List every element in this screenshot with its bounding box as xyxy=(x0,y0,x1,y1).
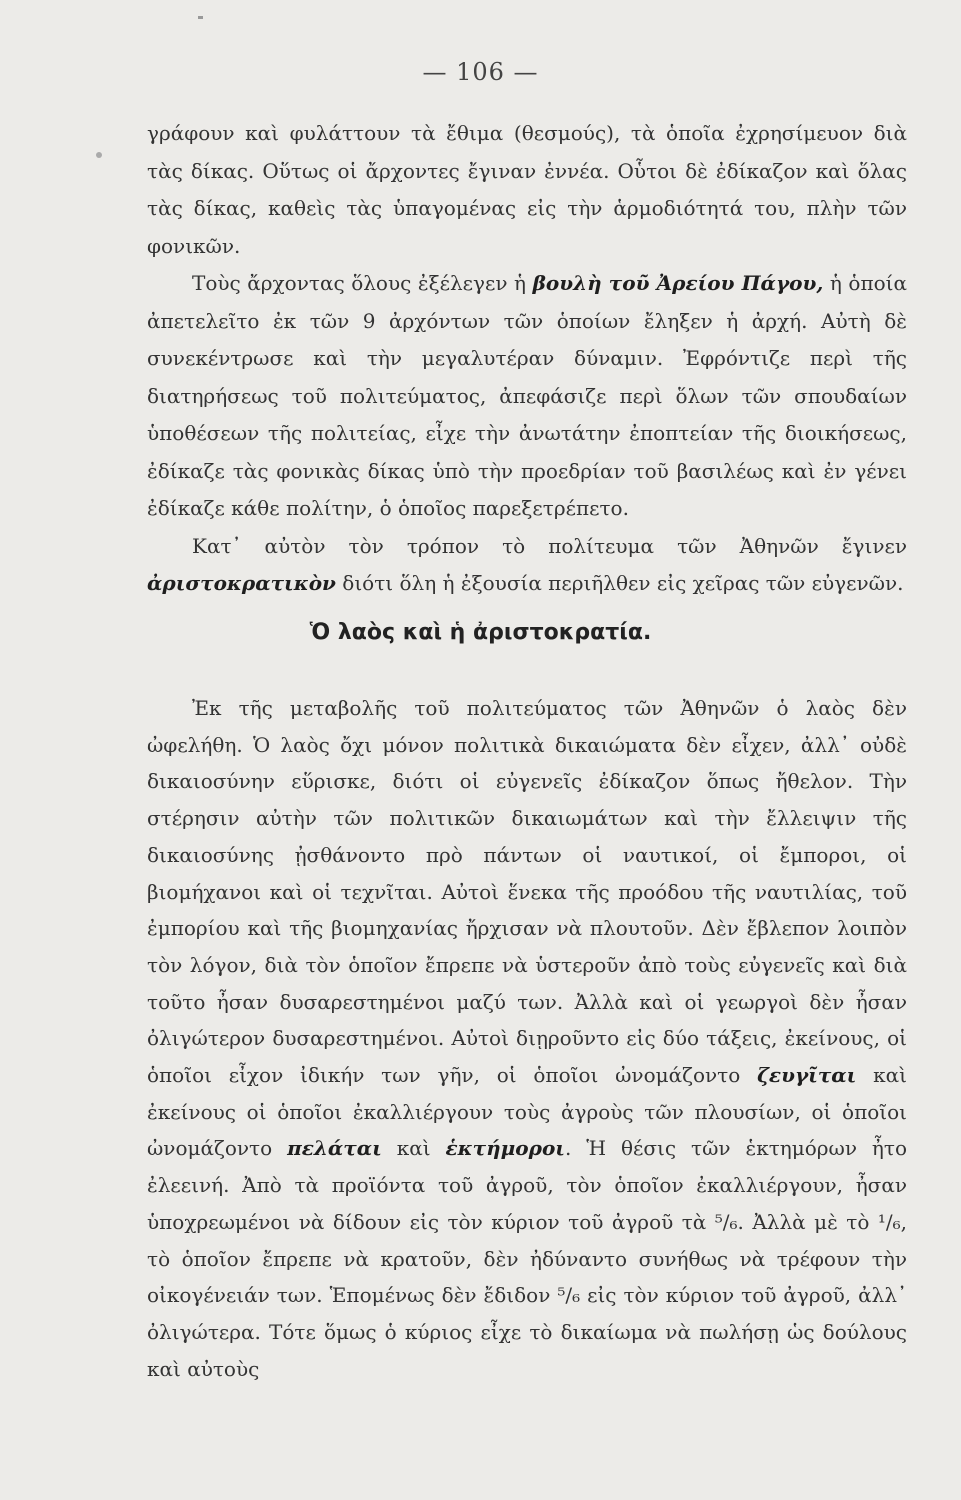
body-text-bottom xyxy=(147,690,907,1387)
text-run: γράφουν καὶ φυλάττουν τὰ ἔθιμα (θεσμούς), τὰ ὁποῖα ἐχρησίμευον διὰ τὰς δίκας. Οὕτως οἱ ἄρχοντες ἔγιναν ἐννέα. Οὗτοι δὲ ἐδίκαζον καὶ ὅλας τὰς δίκας, καθεὶς τὰς ὑπαγομένας εἰς τὴν ἁρμοδιότητά του, πλὴν τῶν φονικῶν. xyxy=(147,121,907,258)
paragraph xyxy=(147,115,907,265)
emphasized-term: βουλὴ τοῦ Ἀρείου Πάγου, xyxy=(532,271,824,295)
text-run: ἡ ὁποία ἀπετελεῖτο ἐκ τῶν 9 ἀρχόντων τῶν ὁποίων ἔληξεν ἡ ἀρχή. Αὐτὴ δὲ συνεκέντρωσε καὶ τὴν μεγαλυτέραν δύναμιν. Ἐφρόντιζε περὶ τῆς διατηρήσεως τοῦ πολιτεύματος, ἀπεφάσιζε περὶ ὅλων τῶν σπουδαίων ὑποθέσεων τῆς πολιτείας, εἶχε τὴν ἀνωτάτην ἐποπτείαν τῆς διοικήσεως, ἐδίκαζε τὰς φονικὰς δίκας ὑπὸ τὴν προεδρίαν τοῦ βασιλέως καὶ ἐν γένει ἐδίκαζε κάθε πολίτην, ὁ ὁποῖος παρεξετρέπετο. xyxy=(147,271,907,520)
text-run: Τοὺς ἄρχοντας ὅλους ἐξέλεγεν ἡ xyxy=(192,271,533,295)
body-text-top xyxy=(147,115,907,603)
page-number: — 106 — xyxy=(422,58,539,86)
text-run: Κατ᾽ αὐτὸν τὸν τρόπον τὸ πολίτευμα τῶν Ἀθηνῶν ἔγινεν xyxy=(192,533,907,558)
emphasized-term: ἀριστοκρατικὸν xyxy=(147,571,336,595)
margin-dot xyxy=(96,152,102,158)
paragraph xyxy=(147,528,907,603)
text-run: καὶ ἐκείνους οἱ ὁποῖοι ἐκαλλιέργουν τοὺς ἀγροὺς τῶν πλουσίων, οἱ ὁποῖοι ὠνομάζοντο xyxy=(147,1063,907,1161)
emphasized-term: ἑκτήμοροι xyxy=(445,1136,565,1161)
text-run: καὶ xyxy=(381,1136,446,1161)
emphasized-term: πελάται xyxy=(287,1136,382,1161)
paragraph xyxy=(147,690,907,1387)
text-run: . Ἡ θέσις τῶν ἑκτημόρων ἦτο ἐλεεινή. Ἀπὸ τὰ προϊόντα τοῦ ἀγροῦ, τὸν ὁποῖον ἐκαλλιέργουν, ἦσαν ὑποχρεωμένοι νὰ δίδουν εἰς τὸν κύριον τοῦ ἀγροῦ τὰ ⁵/₆. Ἀλλὰ μὲ τὸ ¹/₆, τὸ ὁποῖον ἔπρεπε νὰ κρατοῦν, δὲν ἠδύναντο συνήθως νὰ τρέφουν τὴν οἰκογένειάν των. Ἑπομένως δὲν ἔδιδον ⁵/₆ εἰς τὸν κύριον τοῦ ἀγροῦ, ἀλλ᾽ ὀλιγώτερα. Τότε ὅμως ὁ κύριος εἶχε τὸ δικαίωμα νὰ πωλήσῃ ὡς δούλους καὶ αὐτοὺς xyxy=(147,1136,908,1381)
text-run: διότι ὅλη ἡ ἐξουσία περιῆλθεν εἰς χεῖρας τῶν εὐγενῶν. xyxy=(335,571,904,595)
emphasized-term: ζευγῖται xyxy=(757,1063,857,1088)
margin-mark xyxy=(198,16,203,19)
text-run: Ἐκ τῆς μεταβολῆς τοῦ πολιτεύματος τῶν Ἀθηνῶν ὁ λαὸς δὲν ὠφελήθη. Ὁ λαὸς ὄχι μόνον πολιτικὰ δικαιώματα δὲν εἶχεν, ἀλλ᾽ οὐδὲ δικαιοσύνην εὕρισκε, διότι οἱ εὐγενεῖς ἐδίκαζον ὅπως ἤθελον. Τὴν στέρησιν αὐτὴν τῶν πολιτικῶν δικαιωμάτων καὶ τὴν ἔλλειψιν τῆς δικαιοσύνης ᾐσθάνοντο πρὸ πάντων οἱ ναυτικοί, οἱ ἔμποροι, οἱ βιομήχανοι καὶ οἱ τεχνῖται. Αὐτοὶ ἕνεκα τῆς προόδου τῆς ναυτιλίας, τοῦ ἐμπορίου καὶ τῆς βιομηχανίας ἤρχισαν νὰ πλουτοῦν. Δὲν ἔβλεπον λοιπὸν τὸν λόγον, διὰ τὸν ὁποῖον ἔπρεπε νὰ ὑστεροῦν ἀπὸ τοὺς εὐγενεῖς καὶ διὰ τοῦτο ἦσαν δυσαρεστημένοι μαζύ των. Ἀλλὰ καὶ οἱ γεωργοὶ δὲν ἦσαν ὀλιγώτερον δυσαρεστημένοι. Αὐτοὶ διῃροῦντο εἰς δύο τάξεις, ἐκείνους, οἱ ὁποῖοι εἶχον ἰδικήν των γῆν, οἱ ὁποῖοι ὠνομάζοντο xyxy=(147,696,907,1088)
paragraph xyxy=(147,265,907,528)
section-heading: Ὁ λαὸς καὶ ἡ ἀριστοκρατία. xyxy=(309,620,652,645)
